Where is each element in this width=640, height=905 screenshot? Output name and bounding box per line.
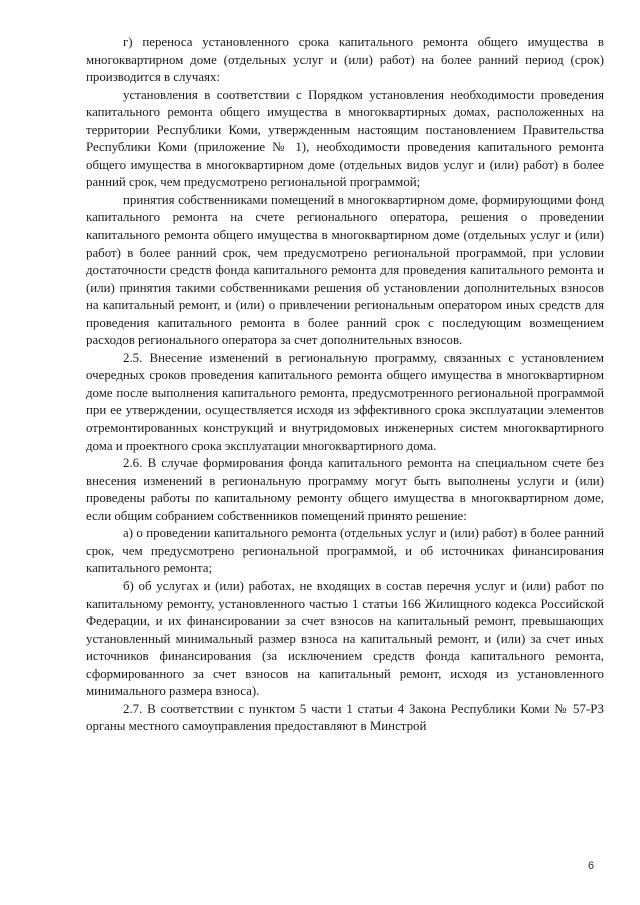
paragraph-2-6: 2.6. В случае формирования фонда капитального ремонта на специальном счете без внесения изменений в региональную программу могут быть выполнены услуги и (или) проведены работы по капитальному ремонту общего имущества в многоквартирном доме, если общим собранием собственников помещений принято решение: (86, 456, 604, 523)
paragraph-2-5: 2.5. Внесение изменений в региональную программу, связанных с установлением очередных сроков проведения капитального ремонта общего имущества в многоквартирном доме после выполнения капитального ремонта, предусмотренного региональной программой при ее утверждении, осуществляется исходя из эффективного срока эксплуатации элементов отремонтированных конструкций и внутридомовых инженерных систем многоквартирного дома и проектного срока эксплуатации многоквартирного дома. (86, 350, 604, 453)
paragraph-case-owners-decision: принятия собственниками помещений в многоквартирном доме, формирующими фонд капитального ремонта на счете регионального оператора, решения о проведении капитального ремонта общего имущества в многоквартирном доме (отдельных услуг и (или) работ) в более ранний срок, чем предусмотрено региональной программой, при условии достаточности средств фонда капитального ремонта для проведения капитального ремонта и (или) принятия такими собственниками решения об установлении дополнительных взносов на капитальный ремонт, и (или) о привлечении региональным оператором иных средств для проведения капитального ремонта в более ранний срок с последующим возмещением расходов регионального оператора за счет дополнительных взносов. (86, 192, 604, 348)
paragraph-2-6-a: а) о проведении капитального ремонта (отдельных услуг и (или) работ) в более ранний срок, чем предусмотрено региональной программой, и об источниках финансирования капитального ремонта; (86, 526, 604, 576)
paragraph-2-6-b: б) об услугах и (или) работах, не входящих в состав перечня услуг и (или) работ по капитальному ремонту, установленного частью 1 статьи 166 Жилищного кодекса Российской Федерации, и их финансировании за счет взносов на капитальный ремонт, превышающих установленный минимальный размер взноса на капитальный ремонт, и (или) за счет иных источников финансирования (за исключением средств фонда капитального ремонта, сформированного за счет взносов на капитальный ремонт, исходя из установленного минимального размера взноса). (86, 578, 604, 699)
document-body (86, 34, 604, 736)
page-number: 6 (588, 860, 595, 872)
paragraph-case-regional-need: установления в соответствии с Порядком установления необходимости проведения капитального ремонта общего имущества в многоквартирных домах, расположенных на территории Республики Коми, утвержденным настоящим постановлением Правительства Республики Коми (приложение № 1), необходимости проведения капитального ремонта общего имущества в многоквартирном доме (отдельных видов услуг и (или) работ) в более ранний срок, чем предусмотрено региональной программой; (86, 87, 604, 190)
paragraph-item-g: г) переноса установленного срока капитального ремонта общего имущества в многоквартирном доме (отдельных услуг и (или) работ) на более ранний период (срок) производится в случаях: (86, 35, 604, 85)
paragraph-2-7: 2.7. В соответствии с пунктом 5 части 1 статьи 4 Закона Республики Коми № 57-РЗ органы местного самоуправления предоставляют в Минстрой (86, 701, 604, 734)
